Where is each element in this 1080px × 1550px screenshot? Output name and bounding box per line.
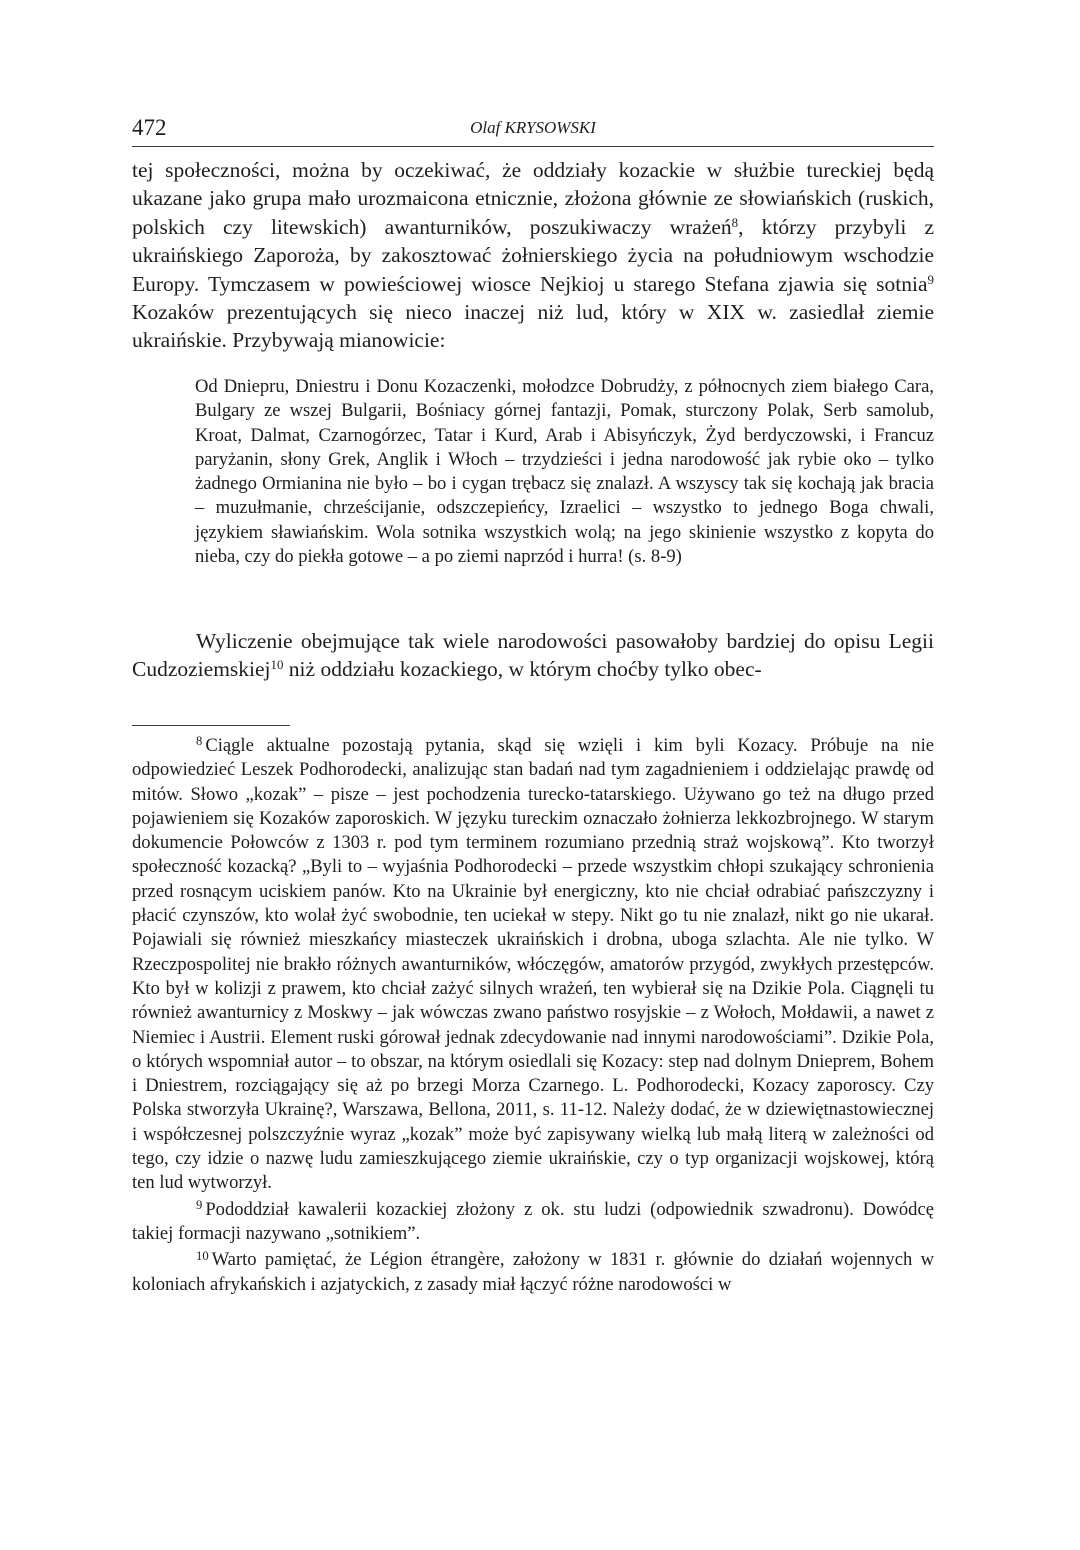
block-quote bbox=[195, 375, 934, 569]
body-paragraph-2 bbox=[132, 627, 934, 684]
quote-text: Od Dniepru, Dniestru i Donu Kozaczenki, mołodzce Dobrudży, z północnych ziem białego Cara, Bulgary ze wszej Bulgarii, Bośniacy górnej fantazji, Pomak, sturczony Polak, Serb samolub, Kroat, Dalmat, Czarnogórzec, Tatar i Kurd, Arab i Abisyńczyk, Żyd berdyczowski, i Francuz paryżanin, słony Grek, Anglik i Włoch – trzydzieści i jedna narodowość jak rybie oko – tylko żadnego Ormianina nie było – bo i cygan trębacz się znalazł. A wszyscy tak się kochają jak bracia – muzułmanie, chrześcijanie, odszczepieńcy, Izraelici – wszystko to jednego Boga chwali, językiem sławiańskim. Wola sotnika wszystkich wolą; na jego skinienie wszystko z kopyta do nieba, czy do piekła gotowe – a po ziemi naprzód i hurra! (s. 8-9) bbox=[195, 376, 934, 568]
footnote-number: 8 bbox=[196, 734, 203, 749]
footnote-text: Pododdział kawalerii kozackiej złożony z ok. stu ludzi (odpowiednik szwadronu). Dowódcę takiej formacji nazywano „sotnikiem”. bbox=[132, 1198, 934, 1244]
footnote-separator bbox=[132, 725, 290, 726]
footnote-ref: 10 bbox=[270, 658, 284, 673]
page-header bbox=[132, 112, 934, 147]
body-paragraph-1 bbox=[132, 156, 934, 355]
paragraph-text: , którzy przybyli z ukraińskiego Zaporoża, by zakosztować żołnierskiego życia na południowym wschodzie Europy. Tymczasem w powieściowej wiosce Nejkioj u starego Stefana zjawia się sotnia bbox=[132, 214, 934, 296]
footnote bbox=[132, 1248, 934, 1297]
footnote-text: Warto pamiętać, że Légion étrangère, założony w 1831 r. głównie do działań wojennych w koloniach afrykańskich i azjatyckich, z zasady miał łączyć różne narodowości w bbox=[132, 1249, 934, 1295]
running-head: Olaf KRYSOWSKI bbox=[470, 118, 596, 137]
paragraph-text: niż oddziału kozackiego, w którym choćby tylko obec- bbox=[283, 657, 762, 682]
paragraph-text: Wyliczenie obejmujące tak wiele narodowości pasowałoby bardziej do opisu Legii Cudzoziemskiej bbox=[132, 629, 934, 682]
page-number: 472 bbox=[132, 115, 167, 140]
footnote-text: Ciągle aktualne pozostają pytania, skąd się wzięli i kim byli Kozacy. Próbuje na nie odpowiedzieć Leszek Podhorodecki, analizując stan badań nad tym zagadnieniem i oddzielając prawdę od mitów. Słowo „kozak” – pisze – jest pochodzenia turecko-tatarskiego. Używano go też na długo przed pojawieniem się Kozaków zaporoskich. W języku tureckim oznaczało żołnierza lekkozbrojnego. W starym dokumencie Połowców z 1303 r. pod tym terminem rozumiano przednią straż wojskową”. Kto tworzył społeczność kozacką? „Byli to – wyjaśnia Podhorodecki – przede wszystkim chłopi szukający schronienia przed rosnącym uciskiem panów. Kto na Ukrainie był energiczny, kto nie chciał odrabiać pańszczyzny i płacić czynszów, kto wolał żyć swobodnie, ten uciekał w stepy. Nikt go tu nie znalazł, nikt go nie ukarał. Pojawiali się również mieszkańcy miasteczek ukraińskich i drobna, uboga szlachta. Ale nie tylko. W Rzeczpospolitej nie brakło różnych awanturników, włóczęgów, amatorów przygód, zwykłych przestępców. Kto był w kolizji z prawem, kto chciał zażyć silnych wrażeń, ten wybierał się na Dzikie Pola. Ciągnęli tu również awanturnicy z Moskwy – jak wówczas zwano państwo rosyjskie – z Wołoch, Mołdawii, a nawet z Niemiec i Austrii. Element ruski górował jednak zdecydowanie nad innymi narodowościami”. Dzikie Pola, o których wspomniał autor – to obszar, na którym osiedlali się Kozacy: step nad dolnym Dnieprem, Bohem i Dniestrem, rozciągający się aż po brzegi Morza Czarnego. L. Podhorodecki, Kozacy zaporoscy. Czy Polska stworzyła Ukrainę?, Warszawa, Bellona, 2011, s. 11-12. Należy dodać, że w dziewiętnastowiecznej i współczesnej polszczyźnie wyraz „kozak” może być zapisywany wielką lub małą literą w zależności od tego, czy idzie o nazwę ludu zamieszkującego ziemie ukraińskie, czy o typ organizacji wojskowej, którą ten lud wytworzył. bbox=[132, 735, 934, 1194]
footnote bbox=[132, 1198, 934, 1247]
paragraph-text: Kozaków prezentujących się nieco inaczej niż lud, który w XIX w. zasiedlał ziemie ukraińskie. Przybywają mianowicie: bbox=[132, 300, 934, 353]
footnote-number: 10 bbox=[196, 1248, 209, 1263]
footnote-ref: 8 bbox=[731, 215, 739, 230]
footnotes bbox=[132, 734, 934, 1299]
footnote-number: 9 bbox=[196, 1197, 203, 1212]
paragraph-text: tej społeczności, można by oczekiwać, że oddziały kozackie w służbie tureckiej będą ukazane jako grupa mało urozmaicona etnicznie, złożona głównie ze słowiańskich (ruskich, polskich czy litewskich) awanturników, poszukiwaczy wrażeń bbox=[132, 158, 934, 239]
footnote-ref: 9 bbox=[927, 272, 934, 287]
footnote bbox=[132, 734, 934, 1196]
